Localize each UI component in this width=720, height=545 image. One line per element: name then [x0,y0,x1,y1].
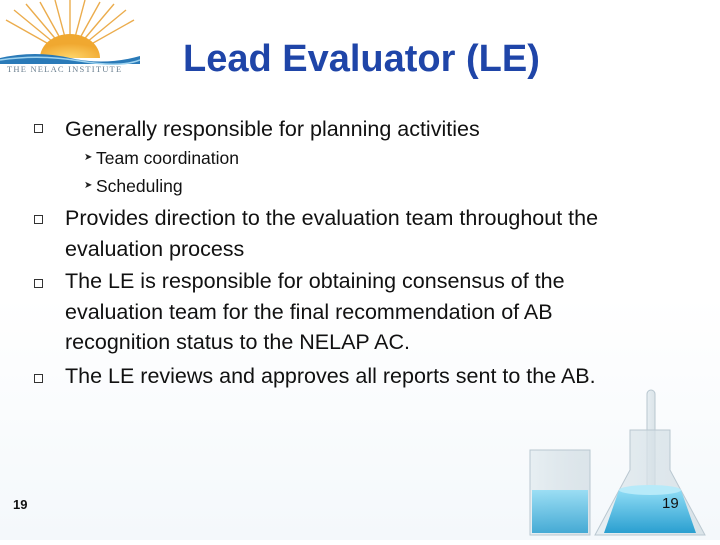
bullet-4-line-1: The LE reviews and approves all reports sent to the AB. [65,364,596,388]
arrow-bullet-icon: ➤ [84,180,93,191]
bullet-3-line-1: The LE is responsible for obtaining consensus of the [65,269,565,293]
lab-flasks-illustration [520,370,720,540]
square-bullet-icon [34,374,43,383]
flask-icon [520,370,720,540]
square-bullet-icon [34,215,43,224]
page-number-right: 19 [662,495,679,512]
bullet-1-line-1: Generally responsible for planning activities [65,117,480,141]
bullet-2-line-2: evaluation process [65,237,245,261]
bullet-2-line-1: Provides direction to the evaluation team throughout the [65,206,599,230]
sub-bullet-team-coordination: Team coordination [96,148,239,168]
logo-org-name: THE NELAC INSTITUTE [7,64,123,74]
bullet-3-line-2: evaluation team for the final recommendation of AB [65,300,553,324]
page-number-left: 19 [13,497,28,512]
arrow-bullet-icon: ➤ [84,152,93,163]
bullet-3-line-3: recognition status to the NELAP AC. [65,330,410,354]
square-bullet-icon [34,279,43,288]
sub-bullet-scheduling: Scheduling [96,176,183,196]
square-bullet-icon [34,124,43,133]
slide-title: Lead Evaluator (LE) [183,38,540,80]
